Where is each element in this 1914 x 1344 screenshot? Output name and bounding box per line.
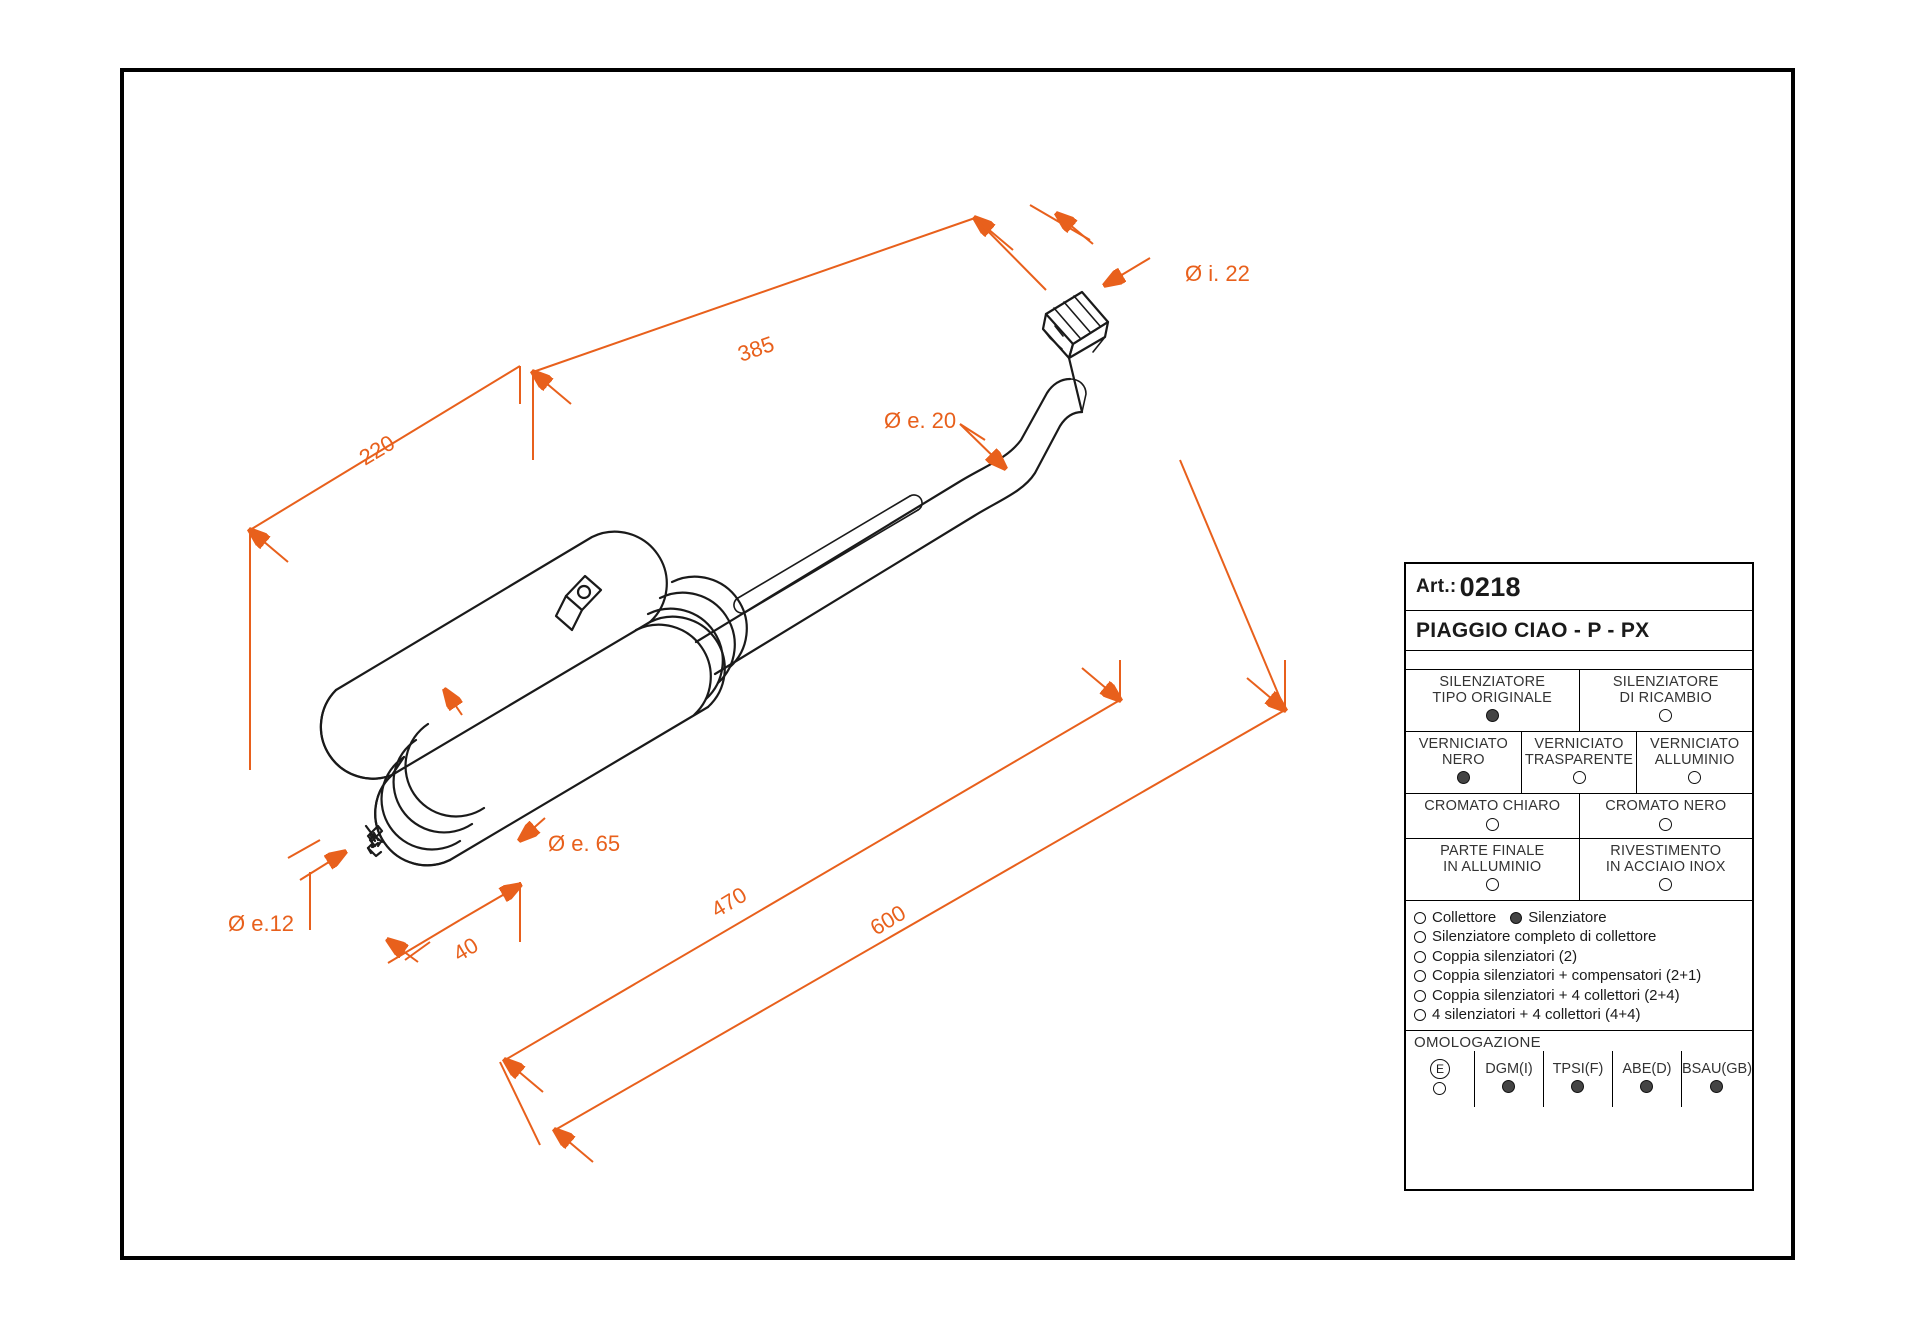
article-label: Art.: — [1416, 576, 1457, 597]
radio-dot[interactable] — [1659, 709, 1672, 722]
radio-dot[interactable] — [1502, 1080, 1515, 1093]
omologazione-title: OMOLOGAZIONE — [1414, 1033, 1541, 1051]
radio-dot[interactable] — [1571, 1080, 1584, 1093]
spec-box — [1404, 562, 1754, 1191]
option-silenziatore-tipo-originale[interactable] — [1406, 670, 1580, 731]
option-verniciato-trasparente[interactable] — [1522, 732, 1638, 793]
dim-label-dia-i-22: Ø i. 22 — [1185, 261, 1250, 286]
radio-dot[interactable] — [1414, 931, 1426, 943]
option-line1: CROMATO NERO — [1605, 798, 1727, 814]
list-item[interactable] — [1414, 909, 1752, 927]
omologazione-bsau-gb[interactable] — [1682, 1051, 1752, 1107]
extra-row — [1406, 839, 1752, 901]
radio-dot[interactable] — [1414, 990, 1426, 1002]
option-cromato-nero[interactable] — [1580, 794, 1753, 838]
option-line1: VERNICIATO — [1418, 736, 1508, 752]
option-line2: NERO — [1441, 751, 1485, 768]
option-verniciato-nero[interactable] — [1406, 732, 1522, 793]
radio-dot[interactable] — [1433, 1082, 1446, 1095]
dim-dia12-leader — [300, 852, 345, 880]
radio-dot[interactable] — [1688, 771, 1701, 784]
option-parte-finale-in-alluminio[interactable] — [1406, 839, 1580, 900]
outlet-pipe — [366, 826, 382, 856]
dim-470-line — [505, 700, 1120, 1060]
dim-dia65-arrow — [520, 818, 545, 840]
radio-dot[interactable] — [1710, 1080, 1723, 1093]
dim-dia20-leader — [960, 424, 1005, 468]
option-line2: DI RICAMBIO — [1619, 689, 1712, 706]
dim-40-arrow1 — [388, 940, 418, 962]
radio-dot[interactable] — [1414, 970, 1426, 982]
omologazione-label: TPSI(F) — [1552, 1060, 1604, 1077]
omologazione-label: ABE(D) — [1622, 1060, 1672, 1077]
dim-label-385: 385 — [734, 331, 778, 367]
option-line2: TIPO ORIGINALE — [1432, 689, 1553, 706]
radio-dot[interactable] — [1414, 951, 1426, 963]
list-item[interactable] — [1414, 928, 1752, 946]
mounting-bracket — [556, 576, 601, 630]
option-line1: PARTE FINALE — [1440, 843, 1545, 859]
dim-470-arrow1 — [505, 1060, 543, 1092]
option-line1: VERNICIATO — [1650, 736, 1740, 752]
option-verniciato-alluminio[interactable] — [1637, 732, 1752, 793]
dim-600-arrow1 — [555, 1130, 593, 1162]
radio-dot[interactable] — [1414, 912, 1426, 924]
option-rivestimento-in-acciaio-inox[interactable] — [1580, 839, 1753, 900]
radio-dot[interactable] — [1486, 878, 1499, 891]
option-line1: VERNICIATO — [1534, 736, 1624, 752]
radio-dot[interactable] — [1414, 1009, 1426, 1021]
option-label-2: Silenziatore — [1528, 908, 1607, 926]
dim-220-arrow-top — [250, 530, 288, 562]
list-item[interactable] — [1414, 1006, 1752, 1024]
kit-options-list — [1406, 901, 1752, 1031]
list-item[interactable] — [1414, 948, 1752, 966]
option-label: Coppia silenziatori + compensatori (2+1) — [1432, 967, 1702, 984]
dim-600-line — [555, 710, 1285, 1130]
dim-600-ext3 — [500, 1062, 540, 1145]
dim-dia22-leader — [1105, 258, 1150, 285]
e-mark-icon: E — [1430, 1059, 1450, 1079]
omologazione-row — [1406, 1051, 1752, 1107]
dim-40-arrow2 — [460, 885, 520, 920]
option-label: Collettore — [1432, 908, 1497, 926]
muffler-body — [321, 532, 747, 866]
option-line2: IN ALLUMINIO — [1443, 858, 1542, 875]
option-line2: IN ACCIAIO INOX — [1605, 858, 1726, 875]
radio-dot[interactable] — [1659, 878, 1672, 891]
model-row: PIAGGIO CIAO - P - PX — [1406, 611, 1752, 651]
option-line1: SILENZIATORE — [1612, 674, 1719, 690]
dim-470-arrow2 — [1082, 668, 1120, 700]
radio-dot[interactable] — [1659, 818, 1672, 831]
option-line1: SILENZIATORE — [1439, 674, 1546, 690]
omologazione-label: BSAU(GB) — [1681, 1060, 1753, 1077]
option-silenziatore-di-ricambio[interactable] — [1580, 670, 1753, 731]
radio-dot[interactable] — [1486, 818, 1499, 831]
radio-dot[interactable] — [1640, 1080, 1653, 1093]
dim-label-600: 600 — [865, 899, 911, 941]
option-cromato-chiaro[interactable] — [1406, 794, 1580, 838]
omologazione-dgm-i[interactable] — [1475, 1051, 1544, 1107]
omologazione-e[interactable] — [1406, 1051, 1475, 1107]
list-item[interactable] — [1414, 967, 1752, 985]
dim-385-ext-right — [975, 218, 1046, 290]
dim-label-dia-e-20: Ø e. 20 — [884, 408, 957, 433]
dim-385-arrow-left — [533, 372, 571, 404]
flange-clamp — [1043, 292, 1108, 412]
option-label: Coppia silenziatori + 4 collettori (2+4) — [1432, 986, 1680, 1004]
article-number: 0218 — [1459, 571, 1521, 602]
dim-label-40: 40 — [448, 932, 483, 967]
option-label: Coppia silenziatori (2) — [1432, 947, 1578, 965]
dim-label-dia-e-12: Ø e.12 — [228, 911, 295, 936]
omologazione-tpsi-f[interactable] — [1544, 1051, 1613, 1107]
dim-dia22-ext — [1030, 205, 1090, 240]
dim-40-line — [388, 920, 460, 963]
list-item[interactable] — [1414, 987, 1752, 1005]
dim-label-470: 470 — [706, 881, 752, 923]
dim-dia65-arrow2 — [445, 690, 462, 715]
option-line1: RIVESTIMENTO — [1610, 843, 1722, 859]
article-row — [1406, 564, 1752, 611]
radio-dot[interactable] — [1486, 709, 1499, 722]
chrome-row — [1406, 794, 1752, 839]
dim-label-220: 220 — [354, 429, 400, 471]
dim-label-dia-e-65: Ø e. 65 — [548, 831, 621, 856]
radio-dot-filled[interactable] — [1510, 912, 1522, 924]
dim-600-ext2 — [1180, 460, 1285, 710]
type-row — [1406, 670, 1752, 732]
dim-dia12-ext — [288, 840, 320, 858]
option-label: 4 silenziatori + 4 collettori (4+4) — [1432, 1006, 1641, 1023]
omologazione-abe-d[interactable] — [1613, 1051, 1682, 1107]
finish-row — [1406, 732, 1752, 794]
option-line2: TRASPARENTE — [1524, 751, 1634, 768]
option-label: Silenziatore completo di collettore — [1432, 928, 1657, 945]
spacer-row — [1406, 651, 1752, 670]
omologazione-label: DGM(I) — [1485, 1060, 1533, 1077]
option-line2: ALLUMINIO — [1654, 751, 1735, 768]
radio-dot[interactable] — [1457, 771, 1470, 784]
option-line1: CROMATO CHIARO — [1424, 798, 1561, 814]
radio-dot[interactable] — [1573, 771, 1586, 784]
